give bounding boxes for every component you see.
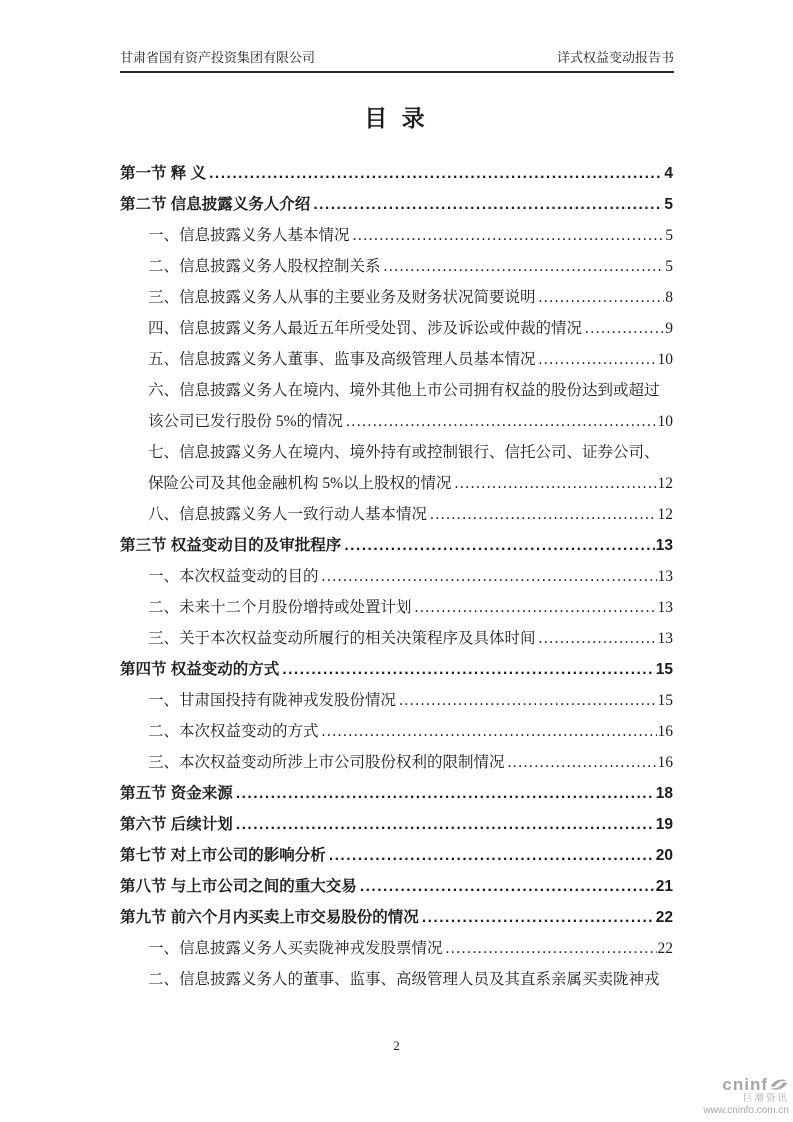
dot-leader	[585, 313, 664, 344]
dot-leader	[322, 716, 657, 747]
toc-entry[interactable]	[120, 251, 673, 282]
dot-leader	[539, 344, 657, 375]
toc-entry-text: 一、甘肃国投持有陇神戎发股份情况	[148, 692, 397, 709]
dot-leader	[313, 189, 663, 220]
toc-entry-page: 5	[665, 227, 673, 244]
toc-entry-page: 12	[657, 506, 673, 523]
toc-entry[interactable]	[120, 561, 673, 592]
toc-entry-text: 五、信息披露义务人董事、监事及高级管理人员基本情况	[148, 351, 536, 368]
dot-leader	[360, 871, 655, 902]
dot-leader	[399, 685, 656, 716]
toc-entry-page: 5	[665, 258, 673, 275]
toc-entry[interactable]	[120, 685, 673, 716]
toc-entry[interactable]	[120, 313, 673, 344]
toc-entry-page: 4	[664, 165, 673, 182]
toc-entry[interactable]	[120, 592, 673, 623]
toc-entry[interactable]	[120, 189, 673, 220]
dot-leader	[508, 747, 657, 778]
dot-leader	[539, 282, 665, 313]
toc-entry-page: 12	[657, 475, 673, 492]
toc-entry[interactable]	[120, 778, 673, 809]
dot-leader	[422, 902, 655, 933]
toc-entry-page: 13	[655, 537, 673, 554]
cninfo-watermark	[703, 1075, 789, 1116]
toc-entry[interactable]	[120, 654, 673, 685]
toc-entry[interactable]	[120, 716, 673, 747]
toc-entry-text: 该公司已发行股份 5%的情况	[148, 413, 344, 430]
toc-entry-text: 第七节 对上市公司的影响分析	[120, 847, 326, 864]
toc-entry-text: 第六节 后续计划	[120, 816, 233, 833]
toc-entry[interactable]	[120, 406, 673, 437]
toc-entry-text: 一、信息披露义务人基本情况	[148, 227, 350, 244]
toc-entry[interactable]	[120, 747, 673, 778]
toc-entry[interactable]	[120, 158, 673, 189]
toc-entry-page: 22	[657, 940, 673, 957]
toc-entry-page: 13	[657, 630, 673, 647]
toc-entry-text: 三、本次权益变动所涉上市公司股份权利的限制情况	[148, 754, 505, 771]
toc-entry[interactable]	[120, 964, 673, 995]
toc-entry-text: 二、未来十二个月股份增持或处置计划	[148, 599, 412, 616]
dot-leader	[353, 220, 665, 251]
toc-entry[interactable]	[120, 499, 673, 530]
toc-entry[interactable]	[120, 902, 673, 933]
toc-entry-page: 10	[657, 413, 673, 430]
dot-leader	[455, 468, 657, 499]
cninfo-brand-text: cninf	[722, 1075, 768, 1095]
toc-entry-text: 第九节 前六个月内买卖上市交易股份的情况	[120, 909, 419, 926]
toc-entry-text: 二、信息披露义务人股权控制关系	[148, 258, 381, 275]
toc-entry-text: 四、信息披露义务人最近五年所受处罚、涉及诉讼或仲裁的情况	[148, 320, 583, 337]
toc-entry[interactable]	[120, 809, 673, 840]
toc-entry-text: 二、本次权益变动的方式	[148, 723, 319, 740]
dot-leader	[236, 809, 655, 840]
page-number: 2	[393, 1038, 400, 1053]
toc-entry-text: 一、信息披露义务人买卖陇神戎发股票情况	[148, 940, 443, 957]
toc-entry-page: 18	[655, 785, 673, 802]
toc-list	[120, 158, 673, 995]
cninfo-url: www.cninfo.com.cn	[703, 1104, 789, 1116]
toc-entry-page: 8	[665, 289, 673, 306]
toc-entry-text: 一、本次权益变动的目的	[148, 568, 319, 585]
toc-entry[interactable]	[120, 530, 673, 561]
toc-entry-page: 16	[657, 754, 673, 771]
dot-leader	[329, 840, 655, 871]
toc-entry-page: 15	[655, 661, 673, 678]
cninfo-name-cn: 巨潮资讯	[742, 1093, 789, 1105]
toc-entry-text: 第三节 权益变动目的及审批程序	[120, 537, 342, 554]
toc-entry-text: 保险公司及其他金融机构 5%以上股权的情况	[148, 475, 452, 492]
toc-entry[interactable]	[120, 375, 673, 406]
dot-leader	[282, 654, 654, 685]
toc-entry[interactable]	[120, 220, 673, 251]
dot-leader	[384, 251, 665, 282]
toc-entry-page: 19	[655, 816, 673, 833]
toc-entry-page: 5	[664, 196, 673, 213]
header-left-text: 甘肃省国有资产投资集团有限公司	[120, 50, 316, 65]
toc-entry-text: 第二节 信息披露义务人介绍	[120, 196, 311, 213]
toc-entry-page: 10	[657, 351, 673, 368]
toc-entry[interactable]	[120, 344, 673, 375]
dot-leader	[539, 623, 657, 654]
dot-leader	[236, 778, 655, 809]
toc-entry[interactable]	[120, 871, 673, 902]
toc-entry[interactable]	[120, 468, 673, 499]
toc-entry-page: 9	[665, 320, 673, 337]
toc-entry-page: 16	[657, 723, 673, 740]
toc-entry-text: 三、关于本次权益变动所履行的相关决策程序及具体时间	[148, 630, 536, 647]
toc-entry[interactable]	[120, 282, 673, 313]
toc-entry-page: 22	[655, 909, 673, 926]
toc-entry-text: 七、信息披露义务人在境内、境外持有或控制银行、信托公司、证券公司、	[148, 444, 660, 461]
cninfo-swirl-icon	[769, 1076, 789, 1094]
dot-leader	[209, 158, 663, 189]
toc-entry[interactable]	[120, 840, 673, 871]
toc-entry-page: 21	[655, 878, 673, 895]
toc-entry-text: 第四节 权益变动的方式	[120, 661, 280, 678]
dot-leader	[346, 406, 656, 437]
header-right-text: 详式权益变动报告书	[556, 50, 674, 65]
toc-entry-text: 第五节 资金来源	[120, 785, 233, 802]
toc-entry-page: 20	[655, 847, 673, 864]
toc-entry-text: 第八节 与上市公司之间的重大交易	[120, 878, 357, 895]
toc-entry-page: 13	[657, 568, 673, 585]
toc-entry-page: 13	[657, 599, 673, 616]
toc-entry-text: 二、信息披露义务人的董事、监事、高级管理人员及其直系亲属买卖陇神戎	[148, 971, 660, 988]
toc-entry[interactable]	[120, 437, 673, 468]
toc-entry-text: 六、信息披露义务人在境内、境外其他上市公司拥有权益的股份达到或超过	[148, 382, 660, 399]
toc-entry-text: 八、信息披露义务人一致行动人基本情况	[148, 506, 428, 523]
dot-leader	[344, 530, 654, 561]
dot-leader	[415, 592, 657, 623]
dot-leader	[446, 933, 657, 964]
toc-entry[interactable]	[120, 933, 673, 964]
toc-title: 目 录	[364, 105, 429, 131]
page-header	[120, 0, 674, 73]
dot-leader	[322, 561, 657, 592]
toc-entry[interactable]	[120, 623, 673, 654]
toc-entry-text: 三、信息披露义务人从事的主要业务及财务状况简要说明	[148, 289, 536, 306]
toc-entry-page: 15	[657, 692, 673, 709]
toc-entry-text: 第一节 释 义	[120, 165, 207, 182]
dot-leader	[430, 499, 656, 530]
